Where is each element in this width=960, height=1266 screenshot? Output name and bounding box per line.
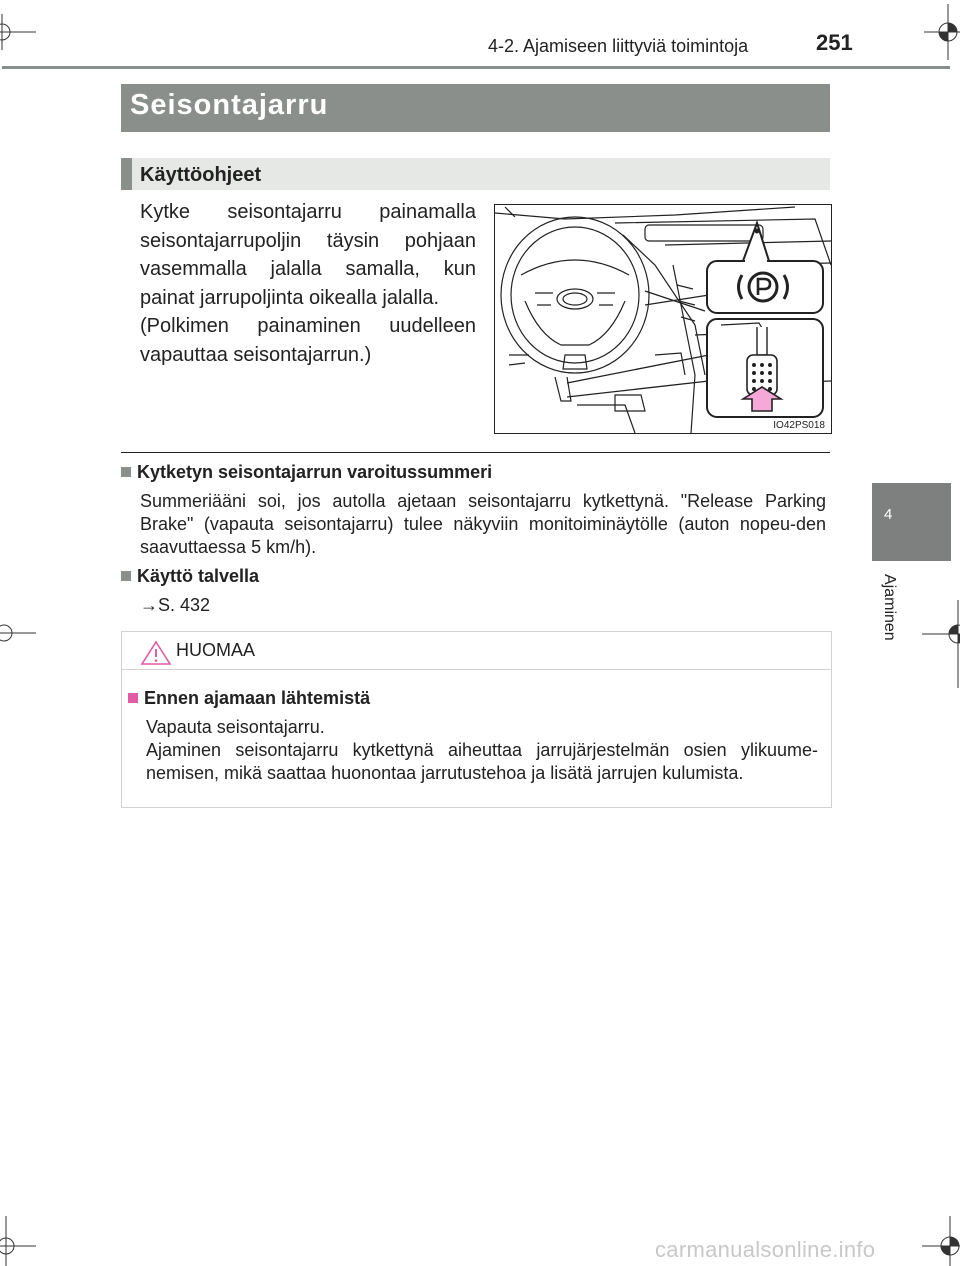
note-heading-winter-text: Käyttö talvella — [137, 566, 260, 586]
instructions-line-1: Kytke seisontajarru painamalla seisontajarrupoljin täysin pohjaan vasemmalla jalalla samalla, kun painat jarrupoljinta oikealla jalalla. — [140, 201, 476, 309]
instructions-paragraph — [140, 198, 476, 370]
watermark-text: carmanualsonline.info — [655, 1237, 876, 1262]
header-rule — [2, 66, 950, 69]
parking-brake-illustration — [494, 204, 832, 434]
crop-mark-top-right-icon — [918, 4, 960, 64]
caution-label: HUOMAA — [176, 640, 256, 660]
caution-line-1: Vapauta seisontajarru. — [146, 717, 325, 737]
chapter-label: Ajaminen — [881, 574, 898, 641]
crop-mark-bottom-right-icon — [918, 1216, 960, 1266]
caution-body — [146, 716, 818, 785]
crop-mark-mid-left-icon — [0, 612, 40, 654]
note-text-buzzer: Summeriääni soi, jos autolla ajetaan seisontajarru kytkettynä. "Release Parking Brake" (vapauta seisontajarru) tulee näkyviin monitoiminäytölle (auton nopeu-den saavuttaessa 5 km/h). — [140, 491, 826, 557]
page-number: 251 — [816, 30, 853, 55]
crop-mark-top-left-icon — [0, 14, 40, 54]
section-divider — [121, 452, 830, 453]
subheading: Käyttöohjeet — [140, 164, 262, 186]
note-text-winter-ref: →S. 432 — [140, 595, 211, 615]
square-bullet-icon — [121, 571, 131, 581]
figure-code: IO42PS018 — [773, 420, 825, 431]
caution-line-2: Ajaminen seisontajarru kytkettynä aiheuttaa jarrujärjestelmän osien ylikuume-nemisen, mikä saattaa huonontaa jarrutustehoa ja lisätä jarrujen kulumista. — [146, 740, 818, 783]
caution-heading-text: Ennen ajamaan lähtemistä — [144, 688, 371, 708]
caution-heading — [128, 688, 370, 709]
instructions-line-2: (Polkimen painaminen uudelleen vapauttaa seisontajarrun.) — [140, 315, 476, 366]
chapter-number: 4 — [884, 506, 893, 523]
section-title: Seisontajarru — [130, 89, 329, 121]
note-heading-buzzer — [121, 462, 492, 483]
subheading-accent — [121, 158, 132, 190]
square-bullet-icon — [128, 693, 138, 703]
dashboard-drawing — [495, 205, 831, 433]
note-heading-winter — [121, 566, 259, 587]
running-header-section: 4-2. Ajamiseen liittyviä toimintoja — [488, 36, 749, 56]
note-heading-buzzer-text: Kytketyn seisontajarrun varoitussummeri — [137, 462, 493, 482]
warning-triangle-icon — [140, 640, 172, 666]
square-bullet-icon — [121, 467, 131, 477]
crop-mark-mid-right-icon — [918, 600, 960, 690]
crop-mark-bottom-left-icon — [0, 1216, 40, 1266]
caution-header-divider — [121, 669, 832, 670]
